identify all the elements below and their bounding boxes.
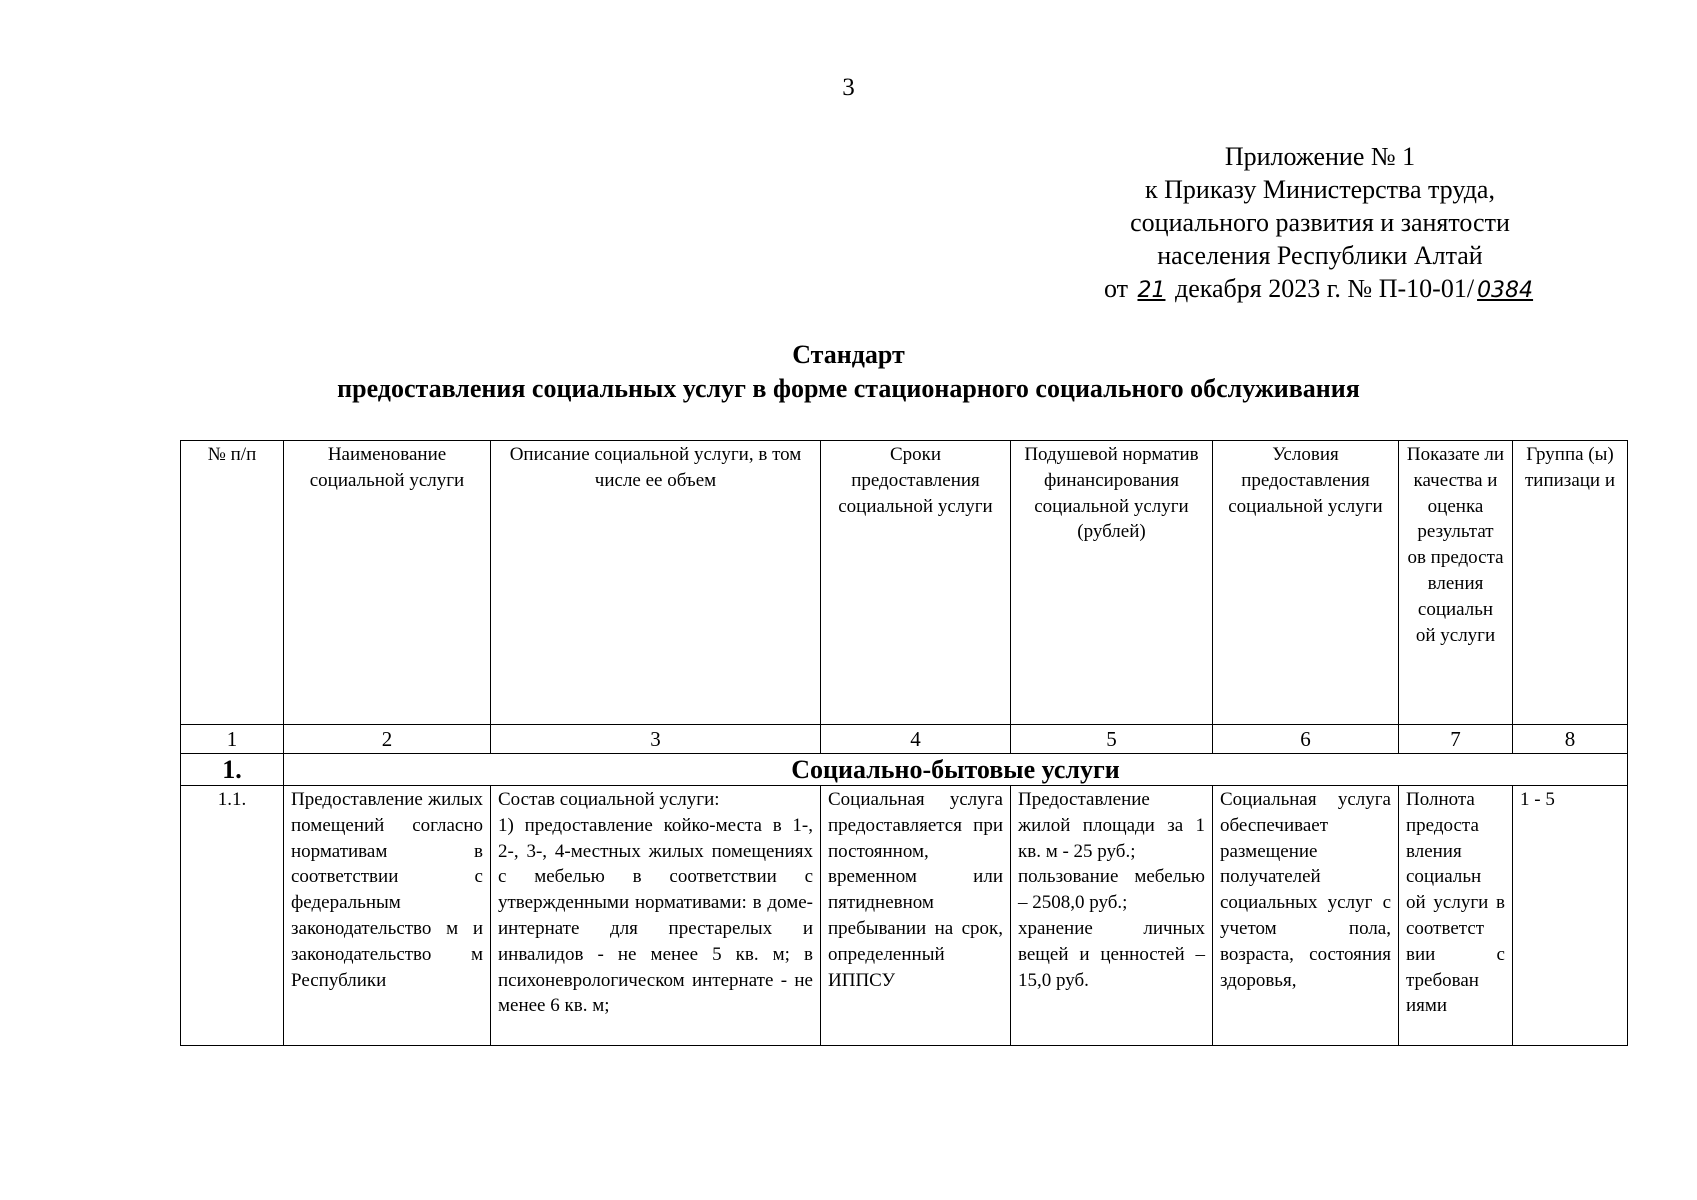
typing-group: 1 - 5 bbox=[1513, 786, 1628, 1046]
header-cell: Наименование социальной услуги bbox=[284, 441, 491, 725]
appendix-line: Приложение № 1 bbox=[1224, 142, 1416, 171]
date-rest: декабря 2023 г. № П-10-01/ bbox=[1174, 274, 1475, 303]
column-number: 4 bbox=[821, 725, 1011, 754]
funding-norm bbox=[1011, 786, 1213, 1046]
column-number: 6 bbox=[1213, 725, 1399, 754]
service-name: Предоставление жилых помещений согласно нормативам в соответствии с федеральным законодательство м и законодательство м Республики bbox=[284, 786, 491, 1046]
service-terms: Социальная услуга предоставляется при постоянном, временном или пятидневном пребывании на срок, определенный ИППСУ bbox=[821, 786, 1011, 1046]
column-number: 7 bbox=[1399, 725, 1513, 754]
table-row bbox=[181, 786, 1628, 1046]
section-number: 1. bbox=[181, 754, 284, 786]
date-prefix: от bbox=[1103, 274, 1128, 303]
appendix-line: социального развития и занятости bbox=[1130, 208, 1510, 237]
column-number: 2 bbox=[284, 725, 491, 754]
title-line-2: предоставления социальных услуг в форме стационарного социального обслуживания bbox=[337, 374, 1360, 403]
section-row bbox=[181, 754, 1628, 786]
appendix-date-line bbox=[1080, 272, 1560, 307]
header-cell: Группа (ы) типизаци и bbox=[1513, 441, 1628, 725]
header-cell: Сроки предоставления социальной услуги bbox=[821, 441, 1011, 725]
page-number: 3 bbox=[842, 74, 855, 101]
column-number: 3 bbox=[491, 725, 821, 754]
column-number: 5 bbox=[1011, 725, 1213, 754]
service-conditions: Социальная услуга обеспечивает размещение получателей социальных услуг с учетом пола, возраста, состояния здоровья, bbox=[1213, 786, 1399, 1046]
row-number: 1.1. bbox=[181, 786, 284, 1046]
header-cell: № п/п bbox=[181, 441, 284, 725]
title-line-1: Стандарт bbox=[792, 340, 905, 369]
document-title bbox=[0, 338, 1697, 406]
header-cell: Показате ли качества и оценка результат ов предоста вления социальн ой услуги bbox=[1399, 441, 1513, 725]
appendix-line: к Приказу Министерства труда, bbox=[1145, 175, 1495, 204]
norm-line: Предоставление жилой площади за 1 кв. м - 25 руб.; bbox=[1018, 789, 1205, 862]
appendix-line: населения Республики Алтай bbox=[1157, 241, 1483, 270]
standard-table bbox=[180, 440, 1628, 1046]
handwritten-order-number: 0384 bbox=[1477, 278, 1534, 303]
appendix-block bbox=[1080, 140, 1560, 307]
service-description bbox=[491, 786, 821, 1046]
header-cell: Описание социальной услуги, в том числе ее объем bbox=[491, 441, 821, 725]
description-line: Состав социальной услуги: bbox=[498, 789, 720, 810]
quality-indicators: Полнота предоста вления социальн ой услуги в соответст вии с требован иями bbox=[1399, 786, 1513, 1046]
handwritten-date-day: 21 bbox=[1137, 278, 1166, 303]
table-header-row bbox=[181, 441, 1628, 725]
header-cell: Подушевой норматив финансирования социальной услуги (рублей) bbox=[1011, 441, 1213, 725]
header-cell: Условия предоставления социальной услуги bbox=[1213, 441, 1399, 725]
norm-line: хранение личных вещей и ценностей – 15,0 руб. bbox=[1018, 917, 1205, 991]
section-title: Социально-бытовые услуги bbox=[284, 754, 1628, 786]
column-number: 1 bbox=[181, 725, 284, 754]
column-number: 8 bbox=[1513, 725, 1628, 754]
column-number-row bbox=[181, 725, 1628, 754]
norm-line: пользование мебелью – 2508,0 руб.; bbox=[1018, 866, 1205, 914]
description-line: 1) предоставление койко-места в 1-, 2-, 3-, 4-местных жилых помещениях с мебелью в соответствии с утвержденными нормативами: в доме-интернате для престарелых и инвалидов - не менее 5 кв. м; в психоневрологическом интернате - не менее 6 кв. м; bbox=[498, 814, 813, 1017]
